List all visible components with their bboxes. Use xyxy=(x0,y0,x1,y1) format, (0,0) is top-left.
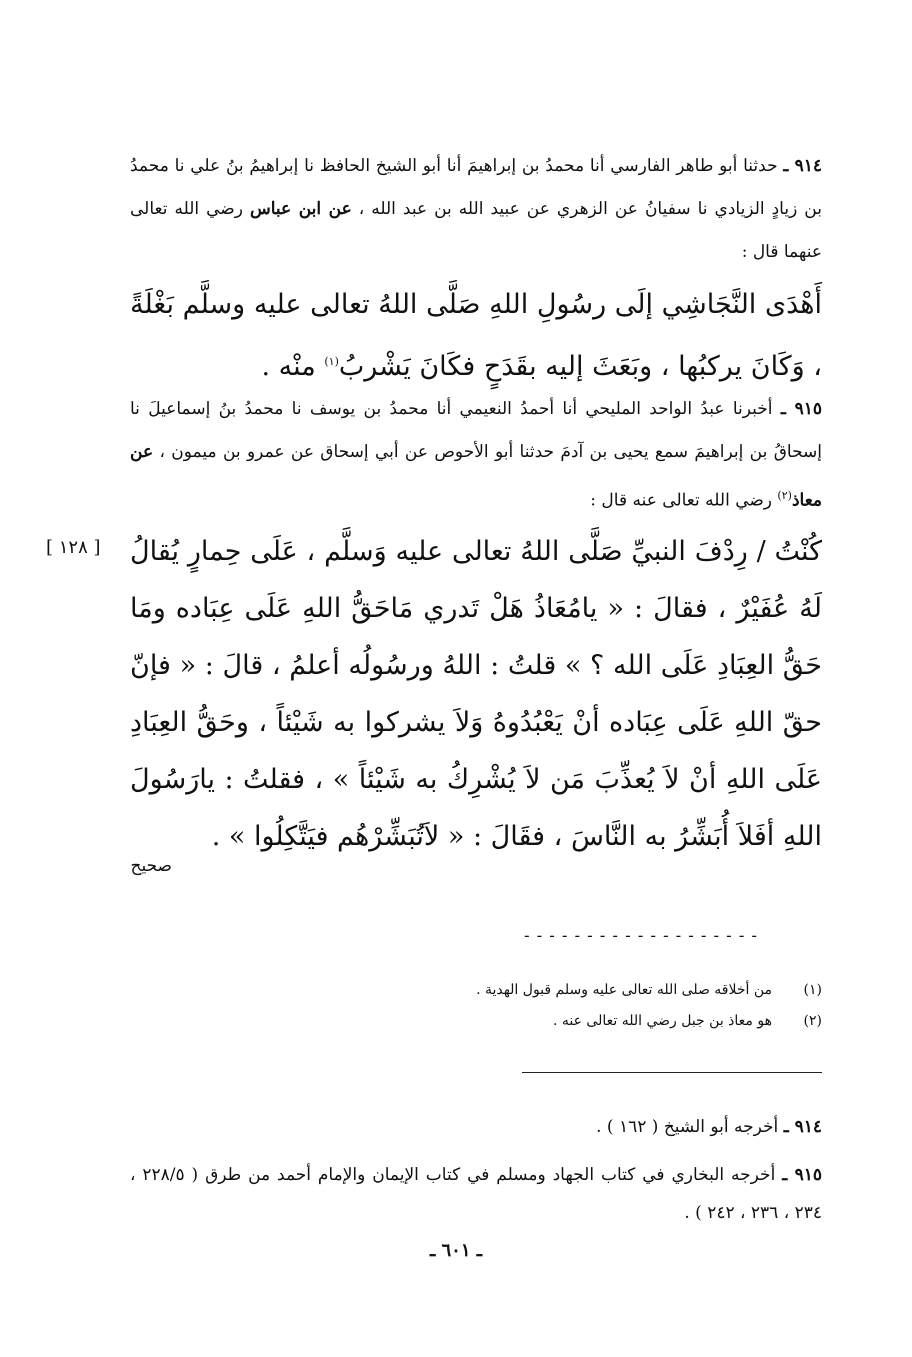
takhrij-915-text: أخرجه البخاري في كتاب الجهاد ومسلم في كتاب الإيمان والإمام أحمد من طرق ( ٢٢٨/٥ ، ٢٣٤ ، ٢٣٦ ، ٢٤٢ ) . xyxy=(130,1165,822,1223)
hadith-914-isnad-text: حدثنا أبو طاهر الفارسي أنا محمدُ بن إبراهيمَ أنا أبو الشيخ الحافظ نا إبراهيمُ بنُ علي نا محمدُ بن زيادٍ الزيادي نا سفيانُ عن الزهري عن عبيد الله بن عبد الله ، xyxy=(130,156,822,219)
hadith-914-matn xyxy=(130,276,822,395)
footnote-ref-2[interactable]: (٢) xyxy=(777,489,792,502)
margin-page-ref: [ ١٢٨ ] xyxy=(46,537,101,558)
hadith-914-matn-end: منْه . xyxy=(261,351,316,382)
hadith-grade: صحيح xyxy=(130,856,172,876)
takhrij-914 xyxy=(130,1108,822,1146)
footnote-ref-1[interactable]: (١) xyxy=(324,355,339,368)
hadith-915-matn: كُنْتُ / رِدْفَ النبيِّ صَلَّى اللهُ تعالى عليه وَسلَّم ، عَلَى حِمارٍ يُقالُ لَهُ عُفَيْرٌ ، فقالَ : « يامُعَاذُ هَلْ تَدري مَاحَقُّ اللهِ عَلَى عِبَاده ومَا حَقُّ العِبَادِ عَلَى الله ؟ » قلتُ : اللهُ ورسُولُه أعلمُ ، قالَ : « فإنّ حقّ اللهِ عَلَى عِبَاده أنْ يَعْبُدُوهُ وَلاَ يشركوا به شَيْئاً ، وحَقُّ العِبَادِ عَلَى اللهِ أنْ لاَ يُعذِّبَ مَن لاَ يُشْرِكُ به شَيْئاً » ، فقلتُ : يارَسُولَ اللهِ أفَلاَ أُبَشِّرُ به النَّاسَ ، فقَالَ : « لاَتُبَشِّرْهُم فيَتَّكِلُوا » . xyxy=(130,536,822,852)
hadith-915-isnad-end: رضي الله تعالى عنه قال : xyxy=(590,490,773,511)
hadith-915-number: ٩١٥ ـ xyxy=(780,399,822,419)
takhrij-914-number: ٩١٤ ـ xyxy=(783,1117,822,1137)
hadith-914-number: ٩١٤ ـ xyxy=(783,156,822,176)
footnote-1-number: (١) xyxy=(803,982,822,998)
hadith-914-isnad xyxy=(130,145,822,274)
takhrij-914-text: أخرجه أبو الشيخ ( ١٦٢ ) . xyxy=(596,1117,779,1137)
footnote-2 xyxy=(130,1013,822,1029)
takhrij-915-number: ٩١٥ ـ xyxy=(782,1165,823,1185)
hadith-915-sahabi: عن معاذ xyxy=(130,442,822,511)
footnote-1 xyxy=(130,982,822,998)
footnote-1-text: من أخلاقه صلى الله تعالى عليه وسلم قبول الهدية . xyxy=(476,982,772,998)
hadith-915-isnad xyxy=(130,388,822,523)
hadith-914-isnad-end: رضي الله تعالى عنهما قال : xyxy=(130,199,822,262)
takhrij-915 xyxy=(130,1156,822,1232)
hadith-915-isnad-text: أخبرنا عبدُ الواحد المليحي أنا أحمدُ النعيمي أنا محمدُ بن يوسف نا محمدُ بنُ إسماعيلَ نا إسحاقُ بن إبراهيمَ سمع يحيى بن آدمَ حدثنا أبو الأحوص عن أبي إسحاق عن عمرو بن ميمون ، xyxy=(130,399,823,462)
footnote-2-number: (٢) xyxy=(803,1013,822,1029)
dashed-separator: ------------------- xyxy=(522,926,763,945)
footnote-2-text: هو معاذ بن جبل رضي الله تعالى عنه . xyxy=(552,1013,772,1029)
hadith-914-sahabi: عن ابن عباس xyxy=(249,199,352,219)
hadith-914-matn-text: أَهْدَى النَّجَاشِي إلَى رسُولِ اللهِ صَلَّى اللهُ تعالى عليه وسلَّم بَغْلَةً ، وَكَانَ يركبُها ، وبَعَثَ إليه بقَدَحٍ فكَانَ يَشْربُ xyxy=(130,289,822,382)
footnote-rule xyxy=(522,1072,822,1073)
page-number: ـ ٦٠١ ـ xyxy=(429,1240,483,1261)
